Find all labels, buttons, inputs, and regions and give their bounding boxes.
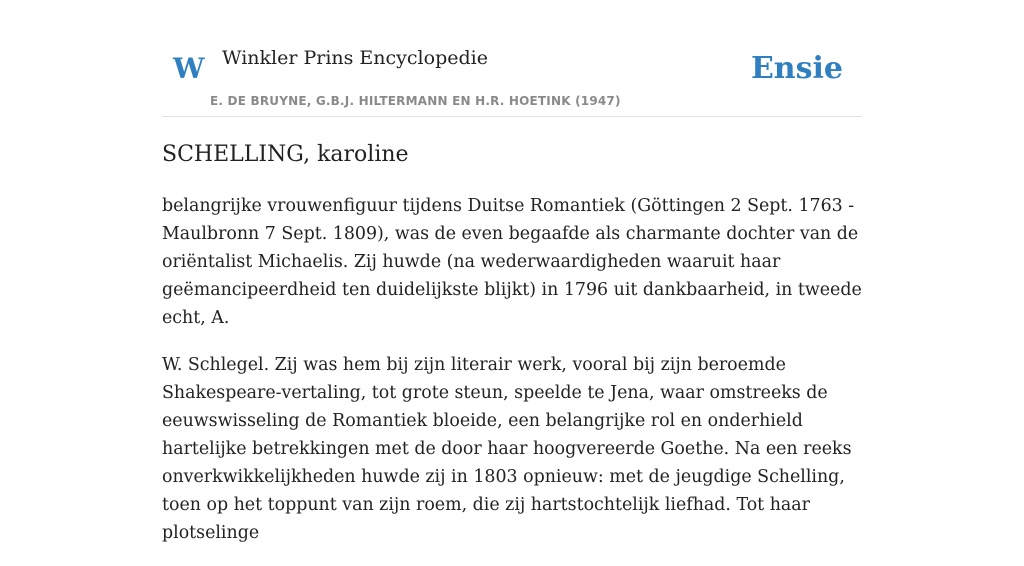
article-body [162,192,862,566]
source-header [162,0,862,117]
article-paragraph: W. Schlegel. Zij was hem bij zijn literair werk, vooral bij zijn beroemde Shakespeare-vertaling, tot grote steun, speelde te Jena, waar omstreeks de eeuwswisseling de Romantiek bloeide, een belangrijke rol en onderhield hartelijke betrekkingen met de door haar hoogvereerde Goethe. Na een reeks onverkwikkelijkheden huwde zij in 1803 opnieuw: met de jeugdige Schelling, toen op het toppunt van zijn roem, die zij hartstochtelijk liefhad. Tot haar plotselinge [162,355,852,543]
source-logo-icon[interactable]: W [173,52,205,85]
source-title[interactable]: Winkler Prins Encyclopedie [222,47,488,69]
article-title: SCHELLING, karoline [162,142,409,167]
document-container [162,0,862,543]
source-authors: E. DE BRUYNE, G.B.J. HILTERMANN EN H.R. HOETINK (1947) [210,94,621,108]
ensie-logo[interactable]: Ensie [750,51,843,86]
article-paragraph: belangrijke vrouwenfiguur tijdens Duitse Romantiek (Göttingen 2 Sept. 1763 - Maulbronn 7 Sept. 1809), was de even begaafde als charmante dochter van de oriëntalist Michaelis. Zij huwde (na wederwaardigheden waaruit haar geëmancipeerdheid ten duidelijkste blijkt) in 1796 uit dankbaarheid, in tweede echt, A. [162,196,862,328]
